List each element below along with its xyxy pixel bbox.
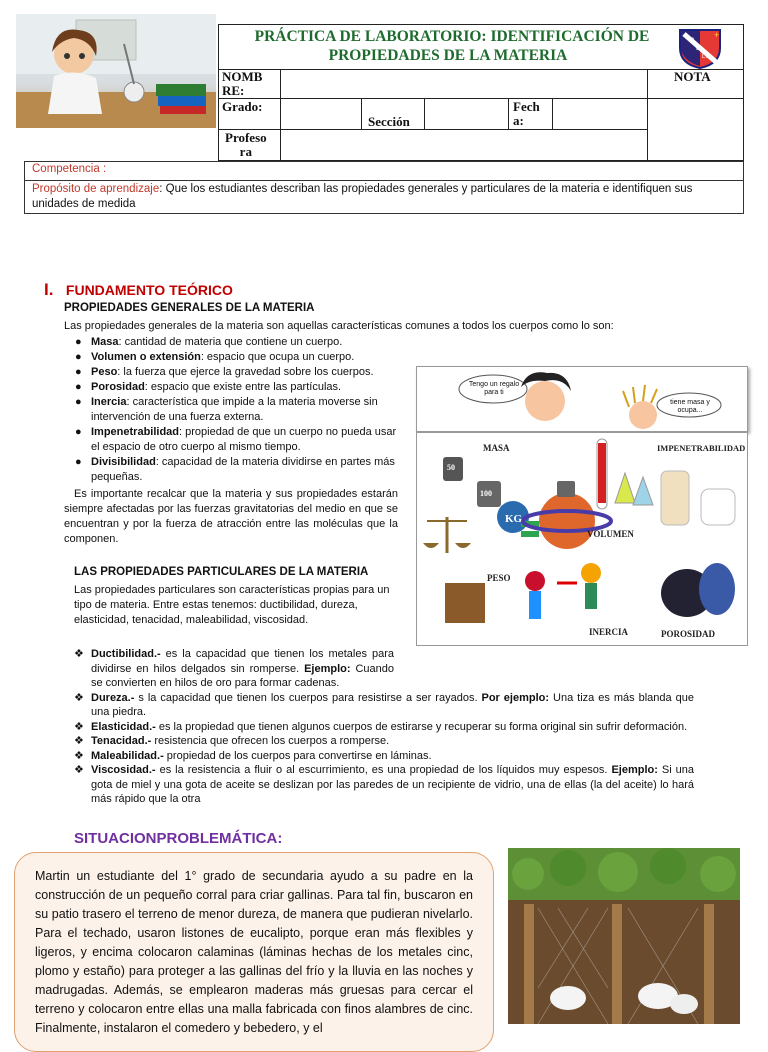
nota-field[interactable] bbox=[647, 98, 744, 161]
title-cell bbox=[218, 24, 744, 70]
list-item: ● Impenetrabilidad: propiedad de que un cuerpo no pueda usar el espacio de otro cuerpo al mismo tiempo. bbox=[75, 426, 397, 453]
grado-field[interactable] bbox=[280, 98, 362, 130]
generales-title: PROPIEDADES GENERALES DE LA MATERIA bbox=[64, 302, 315, 314]
svg-text:C.: C. bbox=[690, 38, 696, 44]
label-kg: KG bbox=[505, 513, 523, 525]
list-item: ● Masa: cantidad de materia que contiene un cuerpo. bbox=[75, 336, 343, 348]
list-item: ● Volumen o extensión: espacio que ocupa un cuerpo. bbox=[75, 351, 355, 363]
nombre-label: NOMB RE: bbox=[222, 69, 263, 98]
label-peso: PESO bbox=[487, 573, 511, 583]
profesora-label: Profeso ra bbox=[225, 130, 267, 159]
svg-text:+: + bbox=[714, 30, 720, 40]
grado-label-cell bbox=[218, 98, 281, 130]
list-item: ❖ Viscosidad.- es la resistencia a fluir o al escurrimiento, es una propiedad de los líquidos muy espesos. Ejemplo: Si una gota de miel y una gota de aceite se deslizan por las paredes de un recipiente de vidrio, una de ellas (la del aceite) lo hará más rápido que la otra bbox=[74, 764, 695, 805]
list-item: ● Divisibilidad: capacidad de la materia dividirse en partes más pequeñas. bbox=[75, 456, 395, 483]
label-volumen: VOLUMEN bbox=[587, 529, 634, 539]
speech-bubble-1: Tengo un regalo para ti bbox=[468, 381, 520, 396]
profesora-field[interactable] bbox=[280, 129, 648, 161]
title-line-1: PRÁCTICA DE LABORATORIO: IDENTIFICACIÓN DE bbox=[254, 28, 650, 45]
competencia-row bbox=[24, 161, 744, 181]
list-item: ❖ Elasticidad.- es la propiedad que tienen algunos cuerpos de estirarse y recuperar su forma original sin sufrir deformación. bbox=[74, 720, 688, 733]
section-title: FUNDAMENTO TEÓRICO bbox=[65, 282, 233, 298]
fecha-label-cell bbox=[508, 98, 553, 130]
list-item: ● Inercia: característica que impide a la materia moverse sin intervención de una fuerza externa. bbox=[75, 396, 378, 423]
section-heading bbox=[44, 280, 233, 300]
lab-girl-illustration bbox=[16, 14, 216, 128]
seccion-label: Sección bbox=[368, 114, 410, 129]
cartoon-panel bbox=[416, 366, 748, 432]
list-item: ❖ Dureza.- s la capacidad que tienen los cuerpos para resistirse a ser rayados. Por ejemplo: Una tiza es más blanda que una piedra. bbox=[74, 691, 694, 718]
list-item: ❖ Maleabilidad.- propiedad de los cuerpos para convertirse en láminas. bbox=[74, 749, 432, 762]
situacion-title: SITUACIONPROBLEMÁTICA: bbox=[74, 830, 283, 847]
fecha-field[interactable] bbox=[552, 98, 648, 130]
speech-bubble-2: tiene masa y ocupa... bbox=[670, 399, 710, 414]
document-title bbox=[219, 27, 677, 65]
label-inercia: INERCIA bbox=[589, 627, 629, 637]
competencia-label: Competencia : bbox=[32, 163, 107, 175]
seccion-label-cell bbox=[361, 98, 425, 130]
title-line-2: PROPIEDADES DE LA MATERIA bbox=[328, 47, 568, 64]
profesora-label-cell bbox=[218, 129, 281, 161]
label-masa: MASA bbox=[483, 443, 510, 453]
label-porosidad: POROSIDAD bbox=[661, 629, 716, 639]
seccion-field[interactable] bbox=[424, 98, 509, 130]
generales-list bbox=[64, 335, 400, 485]
properties-collage bbox=[416, 432, 748, 646]
school-logo bbox=[676, 26, 724, 70]
nombre-label-cell bbox=[218, 69, 281, 99]
particulares-intro: Las propiedades particulares son características propias para un tipo de materia. Entre estas tenemos: ductibilidad, dureza, elasticidad, tenacidad, maleabilidad, viscosidad. bbox=[74, 584, 390, 626]
list-item: ❖ Ductibilidad.- es la capacidad que tienen los metales para dividirse en hilos delgados sin romperse. Ejemplo: Cuando se convierten en hilos de oro para formar cadenas. bbox=[74, 648, 394, 689]
label-impenetrabilidad: IMPENETRABILIDAD bbox=[657, 443, 746, 453]
svg-text:E.: E. bbox=[696, 46, 702, 52]
nombre-field[interactable] bbox=[280, 69, 648, 99]
situacion-text: Martin un estudiante del 1° grado de secundaria ayudo a su padre en la construcción de un pequeño corral para criar gallinas. Para tal fin, buscaron en su patio trasero el terreno de menor dureza, de manera que pudieran nivelarlo. Para el techado, usaron listones de eucalipto, porque eran más flexibles y ligeros, y encima colocaron calaminas (láminas hechas de los metales cinc, plomo y estaño) para proteger a las gallinas del frío y la lluvia en las noches y madrugadas. Además, se emplearon maderas más gruesas para cercar el terreno y colocaron entre ellas una malla fabricada con finos alambres de cinc. Finalmente, instalaron el comedero y bebedero, y el bbox=[35, 869, 473, 1035]
proposito-text: : Que los estudiantes describan las propiedades generales y particulares de la materia e identifiquen sus unidades de medida bbox=[32, 183, 693, 210]
proposito-label: Propósito de aprendizaje bbox=[32, 183, 160, 195]
nota-label-cell bbox=[647, 69, 744, 99]
proposito-row bbox=[24, 180, 744, 214]
svg-text:L.: L. bbox=[702, 54, 708, 60]
list-item: ● Peso: la fuerza que ejerce la gravedad sobre los cuerpos. bbox=[75, 366, 374, 378]
section-number: I. bbox=[44, 280, 54, 299]
list-item: ● Porosidad: espacio que existe entre las partículas. bbox=[75, 381, 342, 393]
fecha-label: Fech a: bbox=[513, 99, 540, 128]
grado-label: Grado: bbox=[222, 99, 263, 114]
particulares-title: LAS PROPIEDADES PARTICULARES DE LA MATERIA bbox=[74, 566, 369, 578]
list-item: ❖ Tenacidad.- resistencia que ofrecen los cuerpos a romperse. bbox=[74, 735, 390, 747]
situacion-box bbox=[14, 852, 494, 1052]
nota-label: NOTA bbox=[674, 69, 711, 84]
particulares-list bbox=[74, 647, 694, 807]
chicken-coop-image bbox=[508, 848, 740, 1024]
label-50: 50 bbox=[447, 463, 455, 472]
generales-closing: Es importante recalcar que la materia y sus propiedades estarán siempre afectadas por las fuerzas gravitatorias del medio en que se encuentran y por la fuerza de atracción entre las moléculas que la componen. bbox=[64, 488, 398, 545]
generales-intro: Las propiedades generales de la materia son aquellas características comunes a todos los cuerpos como lo son: bbox=[64, 320, 614, 332]
label-100: 100 bbox=[480, 489, 492, 498]
